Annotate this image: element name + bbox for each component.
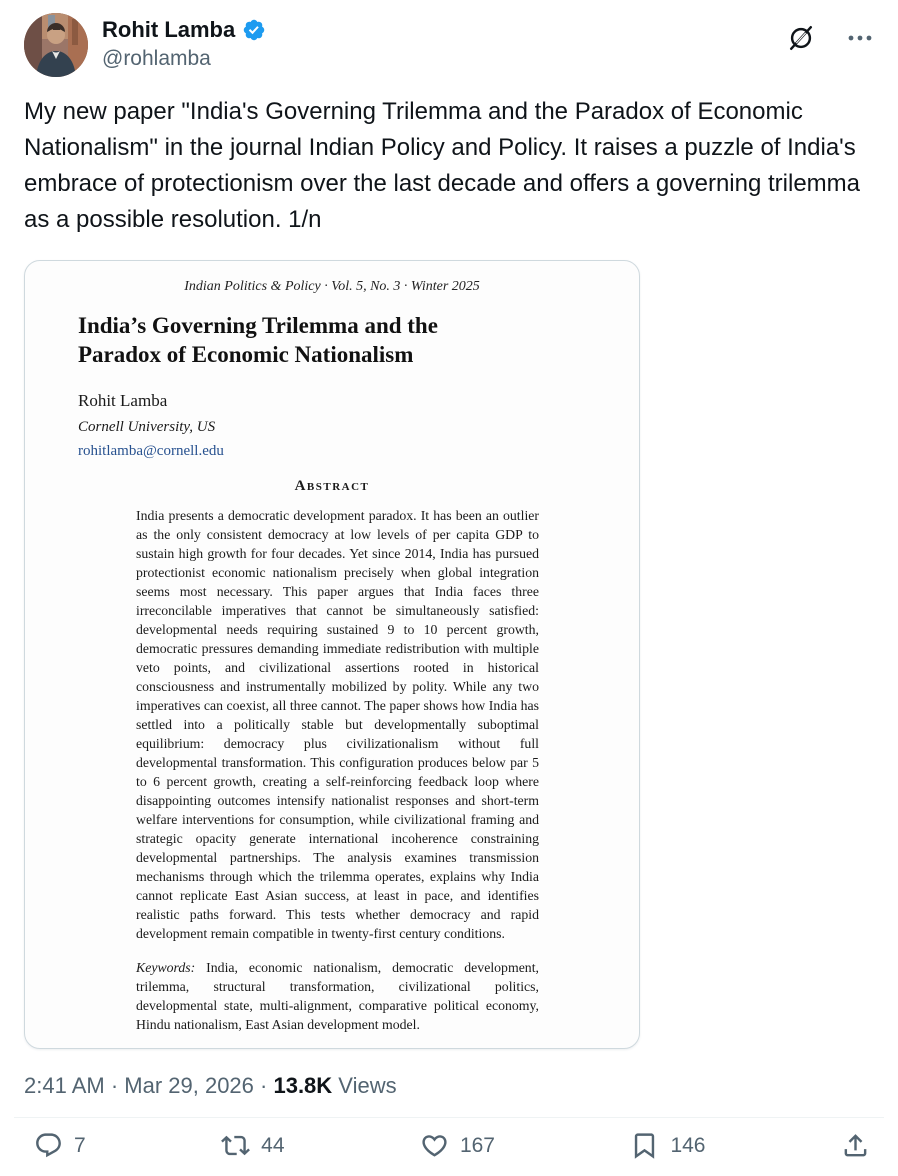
- avatar[interactable]: [24, 13, 88, 77]
- like-button[interactable]: [420, 1131, 495, 1160]
- grok-icon: [786, 23, 816, 53]
- more-button[interactable]: [846, 24, 874, 52]
- grok-button[interactable]: [786, 23, 816, 53]
- display-name[interactable]: Rohit Lamba: [102, 17, 236, 42]
- tweet-header: [0, 0, 898, 77]
- paper-page: [25, 261, 639, 1048]
- bookmark-count: 146: [670, 1133, 706, 1157]
- paper-affiliation: Cornell University, US: [78, 419, 216, 435]
- timestamp: 2:41 AM · Mar 29, 2026 ·: [24, 1073, 274, 1098]
- bookmark-button[interactable]: [630, 1131, 705, 1160]
- reply-icon: [34, 1131, 63, 1160]
- tweet-meta: [0, 1072, 898, 1100]
- like-count: 167: [459, 1133, 495, 1157]
- tweet-text: My new paper "India's Governing Trilemma and the Paradox of Economic Nationalism" in the journal Indian Policy and Policy. It raises a puzzle of India's embrace of protectionism over the last decade and offers a governing trilemma as a possible resolution. 1/n: [24, 98, 860, 233]
- verified-icon: [242, 18, 266, 42]
- paper-email: rohitlamba@cornell.edu: [78, 443, 224, 459]
- keywords-label: Keywords:: [136, 960, 207, 975]
- header-actions: [786, 13, 880, 53]
- repost-count: 44: [261, 1133, 285, 1157]
- share-button[interactable]: [841, 1131, 870, 1160]
- more-icon: [846, 24, 874, 52]
- paper-title: India’s Governing Trilemma and the Paradox of Economic Nationalism: [78, 313, 438, 367]
- avatar-photo: [24, 13, 88, 77]
- repost-button[interactable]: [221, 1131, 284, 1160]
- share-icon: [841, 1131, 870, 1160]
- user-handle[interactable]: @rohlamba: [102, 47, 211, 70]
- abstract-heading: Abstract: [294, 478, 370, 494]
- views-label: Views: [332, 1073, 397, 1098]
- views-count: 13.8K: [273, 1073, 333, 1098]
- keywords-block: [136, 958, 539, 1034]
- like-icon: [420, 1131, 449, 1160]
- action-bar: [0, 1118, 898, 1170]
- repost-icon: [221, 1131, 250, 1160]
- reply-button[interactable]: [34, 1131, 86, 1160]
- paper-author: Rohit Lamba: [78, 391, 168, 410]
- journal-line: Indian Politics & Policy · Vol. 5, No. 3 · Winter 2025: [184, 279, 480, 294]
- bookmark-icon: [630, 1131, 659, 1160]
- identity-block: [102, 13, 786, 72]
- keywords-text: India, economic nationalism, democratic development, trilemma, structural transformation, civilizational politics, developmental state, multi-alignment, comparative political economy, Hindu nationalism, East Asian development model.: [136, 960, 539, 1032]
- paper-image-card[interactable]: [24, 260, 640, 1049]
- abstract-text: India presents a democratic development paradox. It has been an outlier as the only consistent democracy at low levels of per capita GDP to sustain high growth for four decades. Yet since 2014, India has pursued protectionist economic nationalism precisely when global integration seems most necessary. This paper argues that India faces three irreconcilable imperatives that cannot be simultaneously satisfied: developmental needs requiring sustained 9 to 10 percent growth, democratic pressures demanding immediate redistribution with multiple veto points, and civilizational assertions rooted in historical consciousness and instrumentally mobilized by polity. While any two imperatives can coexist, all three cannot. The paper shows how India has settled into a politically stable but developmentally suboptimal equilibrium: democracy plus civilizationalism without full developmental transformation. This configuration produces below par 5 to 6 percent growth, creating a self-reinforcing feedback loop where disappointing outcomes intensify nationalist responses and short-term welfare interventions for consumption, while civilizational framing and strategic opacity generate international incoherence constraining developmental partnerships. The analysis examines transmission mechanisms through which the trilemma operates, explains why India cannot replicate East Asian success, at least in pace, and identifies realistic paths forward. This tests whether democracy and rapid development remain compatible in twenty-first century conditions.: [136, 508, 539, 941]
- reply-count: 7: [74, 1133, 86, 1157]
